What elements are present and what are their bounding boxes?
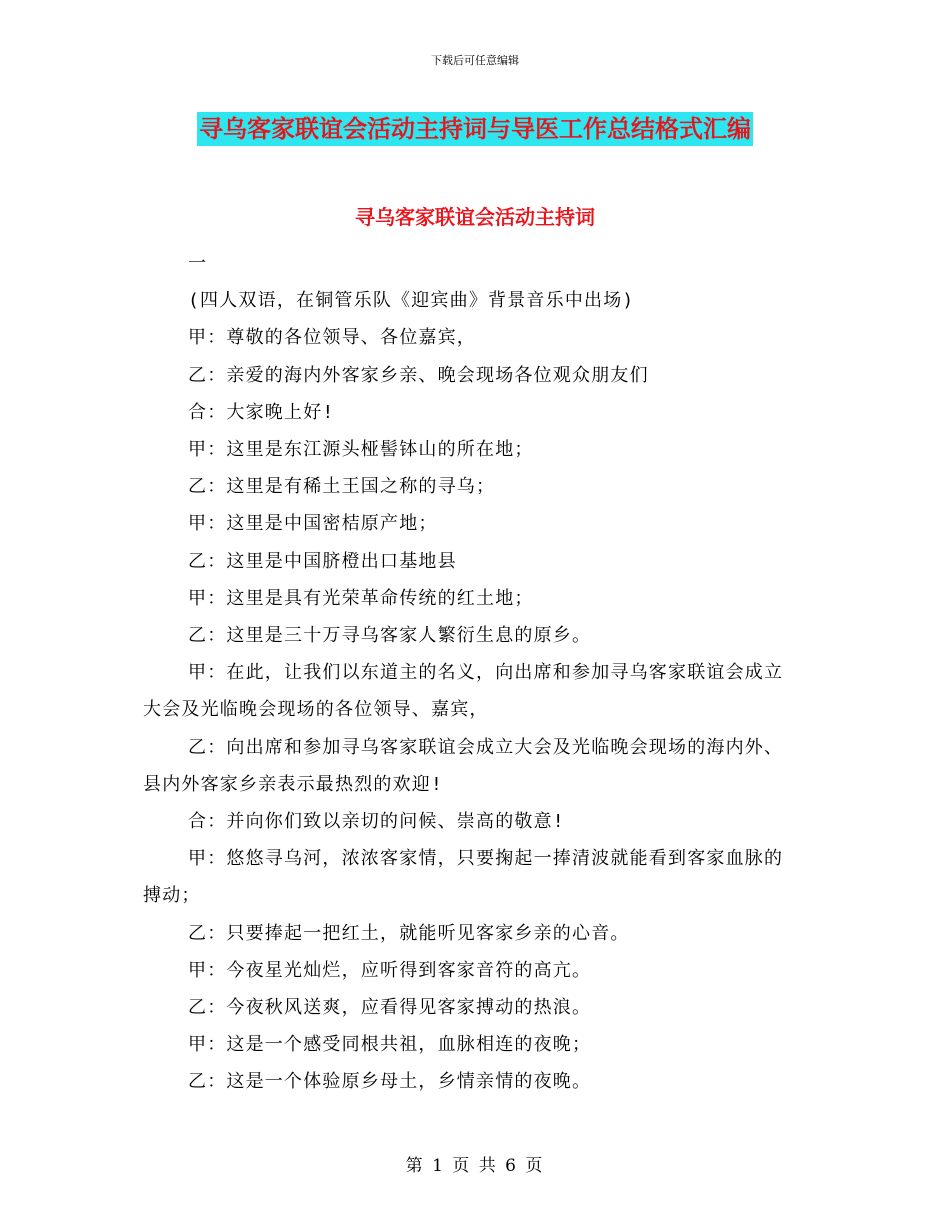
paragraph: 乙：亲爱的海内外客家乡亲、晚会现场各位观众朋友们 [188, 364, 649, 386]
paragraph: 乙：今夜秋风送爽，应看得见客家搏动的热浪。 [188, 997, 592, 1019]
paragraph: 甲：这里是东江源头桠髻钵山的所在地； [188, 439, 534, 461]
paragraph: 乙：向出席和参加寻乌客家联谊会成立大会及光临晚会现场的海内外、县内外客家乡亲表示最热烈的欢迎! [143, 736, 784, 795]
paragraph: 甲：尊敬的各位领导、各位嘉宾， [188, 327, 476, 349]
paragraph: 合：并向你们致以亲切的问候、崇高的敬意! [188, 811, 565, 833]
paragraph: 乙：这是一个体验原乡母土，乡情亲情的夜晚。 [188, 1071, 592, 1093]
paragraph: 甲：这里是中国密桔原产地； [188, 513, 438, 535]
paragraph: 一 [188, 253, 208, 274]
main-title: 寻乌客家联谊会活动主持词与导医工作总结格式汇编 [197, 112, 753, 146]
paragraph: 甲：在此，让我们以东道主的名义，向出席和参加寻乌客家联谊会成立大会及光临晚会现场的各位领导、嘉宾， [143, 662, 784, 721]
paragraph: 甲：悠悠寻乌河，浓浓客家情，只要掬起一捧清波就能看到客家血脉的搏动； [143, 848, 784, 907]
page-footer: 第 1 页 共 6 页 [405, 1156, 545, 1176]
paragraph: (四人双语，在铜管乐队《迎宾曲》背景音乐中出场) [188, 290, 635, 312]
main-title-container [0, 112, 950, 146]
document-body [143, 245, 798, 1101]
section-title: 寻乌客家联谊会活动主持词 [355, 205, 595, 229]
paragraph: 乙：这里是三十万寻乌客家人繁衍生息的原乡。 [188, 625, 592, 647]
paragraph: 甲：这里是具有光荣革命传统的红土地； [188, 587, 534, 609]
paragraph: 甲：今夜星光灿烂，应听得到客家音符的高亢。 [188, 959, 592, 981]
paragraph: 合：大家晚上好! [188, 401, 335, 423]
paragraph: 乙：这里是中国脐橙出口基地县 [188, 550, 457, 572]
paragraph: 乙：这里是有稀土王国之称的寻乌； [188, 476, 496, 498]
paragraph: 甲：这是一个感受同根共祖，血脉相连的夜晚； [188, 1034, 592, 1056]
paragraph: 乙：只要捧起一把红土，就能听见客家乡亲的心音。 [188, 922, 630, 944]
page-header-note: 下载后可任意编辑 [431, 54, 519, 67]
